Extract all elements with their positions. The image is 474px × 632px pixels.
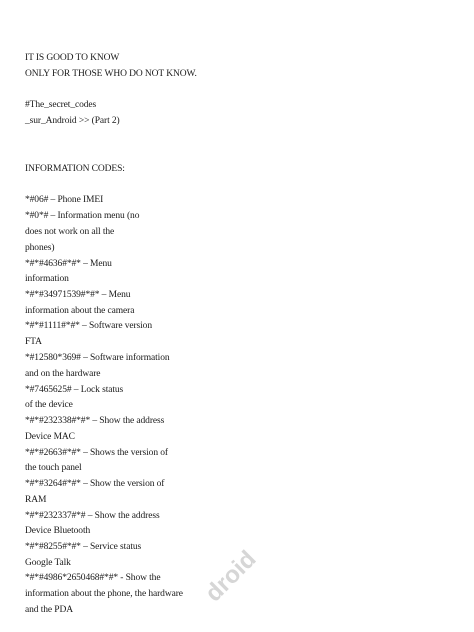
- text-line: of the device: [25, 400, 73, 410]
- watermark-text: droid: [200, 545, 262, 608]
- text-line: *#*#34971539#*#* – Menu: [25, 290, 131, 300]
- text-line: and on the hardware: [25, 369, 101, 379]
- text-line: *#*#8255#*#* – Service status: [25, 542, 142, 552]
- text-line: *#06# – Phone IMEI: [25, 195, 104, 205]
- text-line: *#*#4636#*#* – Menu: [25, 259, 112, 269]
- text-line: does not work on all the: [25, 227, 115, 237]
- text-line: information about the phone, the hardware: [25, 589, 183, 599]
- text-line: the touch panel: [25, 463, 82, 473]
- text-line: *#7465625# – Lock status: [25, 385, 124, 395]
- text-line: *#*#232338#*#* – Show the address: [25, 416, 165, 426]
- text-line: *#*#2663#*#* – Shows the version of: [25, 448, 168, 458]
- text-line: *#*#232337#*# – Show the address: [25, 511, 160, 521]
- section-title: INFORMATION CODES:: [25, 164, 125, 174]
- text-line: information about the camera: [25, 306, 135, 316]
- text-line: Device MAC: [25, 432, 75, 442]
- heading-line-1: IT IS GOOD TO KNOW: [25, 53, 120, 63]
- text-line: and the PDA: [25, 605, 73, 615]
- text-line: phones): [25, 243, 55, 253]
- heading-line-2: ONLY FOR THOSE WHO DO NOT KNOW.: [25, 69, 197, 79]
- text-line: Google Talk: [25, 558, 71, 568]
- text-line: *#12580*369# – Software information: [25, 353, 170, 363]
- hashtag-line-1: #The_secret_codes: [25, 100, 97, 110]
- hashtag-line-2: _sur_Android >> (Part 2): [25, 116, 120, 126]
- text-line: Device Bluetooth: [25, 526, 91, 536]
- text-line: information: [25, 274, 69, 284]
- text-line: *#0*# – Information menu (no: [25, 211, 140, 221]
- text-line: FTA: [25, 337, 42, 347]
- text-line: *#*#4986*2650468#*#* - Show the: [25, 573, 161, 583]
- text-line: RAM: [25, 495, 47, 505]
- text-line: *#*#3264#*#* – Show the version of: [25, 479, 165, 489]
- text-line: *#*#1111#*#* – Software version: [25, 321, 152, 331]
